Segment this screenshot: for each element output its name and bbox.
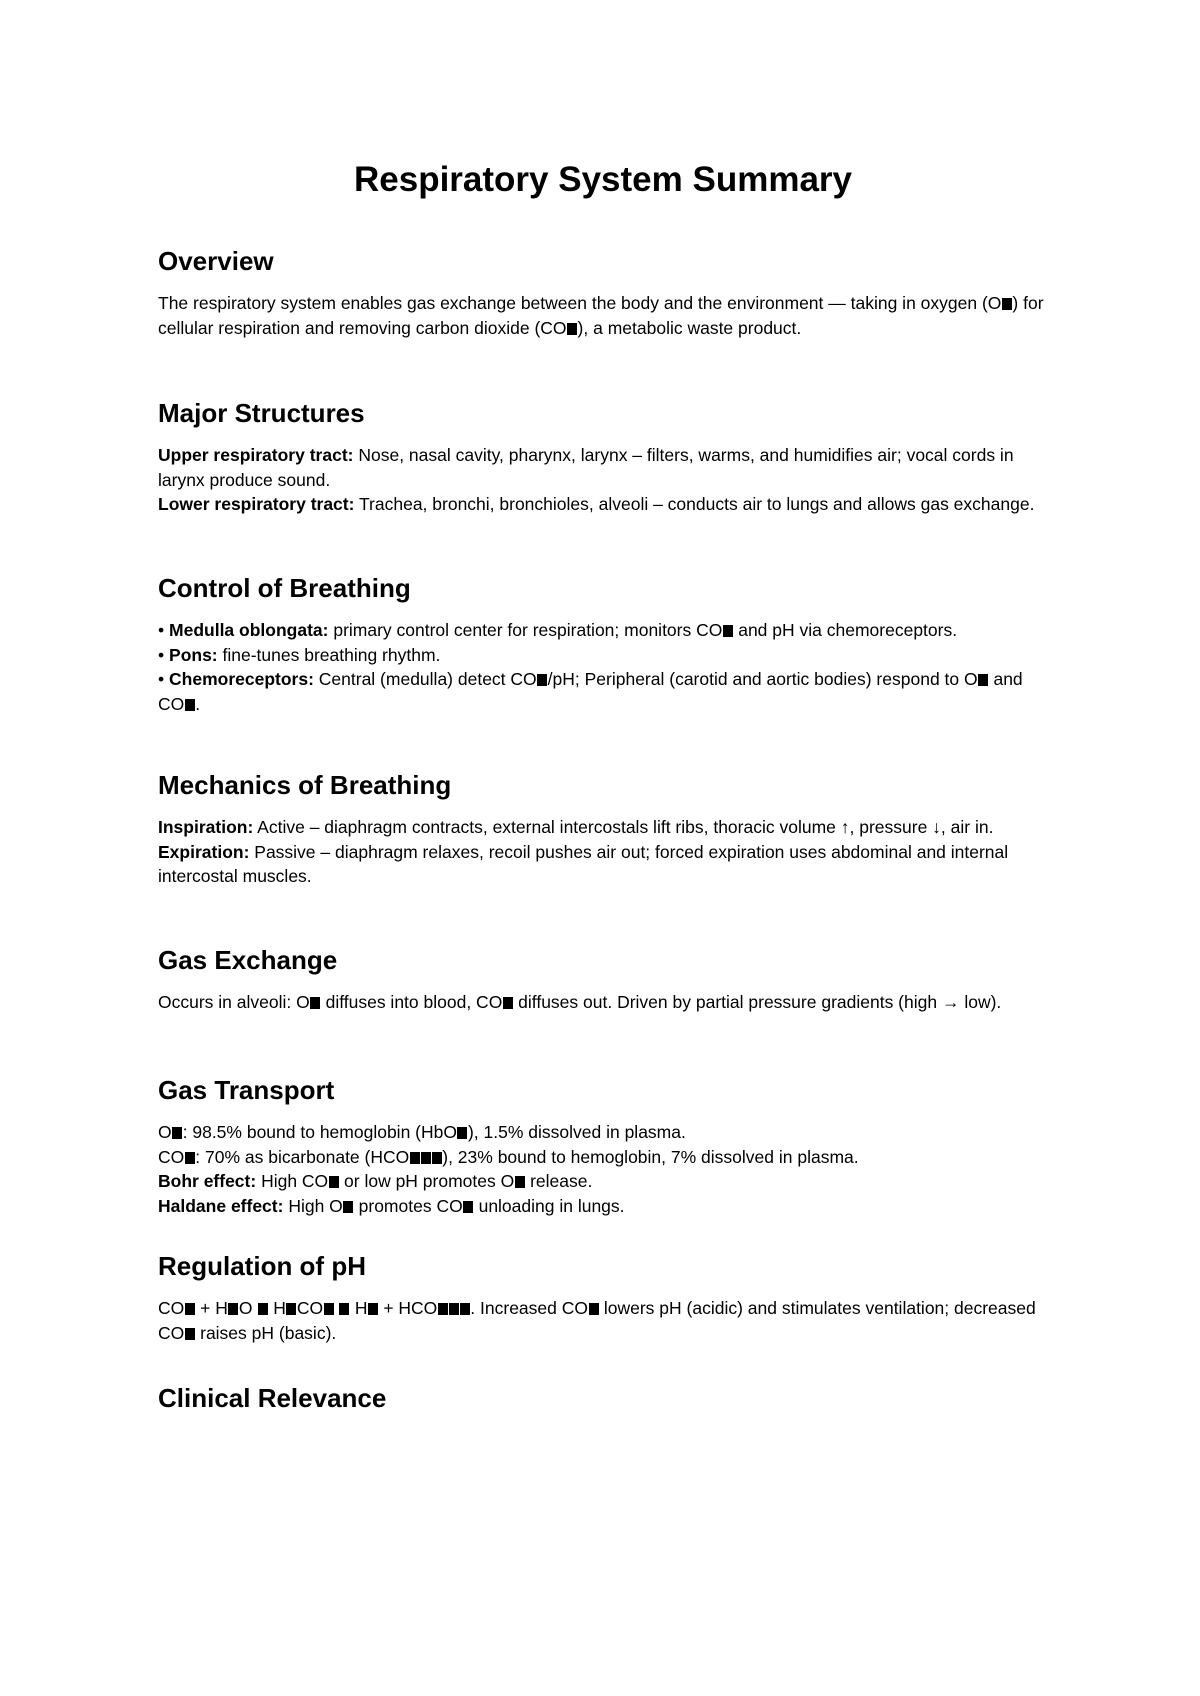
expiration-line: Expiration: Passive – diaphragm relaxes, recoil pushes air out; forced expiration uses abdominal and internal intercostal muscles. <box>158 841 1009 886</box>
missing-glyph-icon <box>515 1176 525 1188</box>
section-heading-clinical: Clinical Relevance <box>158 1383 387 1413</box>
lower-tract-line: Lower respiratory tract: Trachea, bronchi, bronchioles, alveoli – conducts air to lungs and allows gas exchange. <box>158 494 1035 514</box>
missing-glyph-icon <box>567 323 577 335</box>
section-regulation-of-ph <box>158 1250 1048 1345</box>
missing-glyph-icon <box>978 674 988 686</box>
section-heading-ph: Regulation of pH <box>158 1251 366 1281</box>
section-heading-overview: Overview <box>158 246 274 276</box>
missing-glyph-icon <box>324 1303 334 1315</box>
section-heading-control: Control of Breathing <box>158 573 411 603</box>
missing-glyph-icon <box>460 1303 470 1315</box>
missing-glyph-icon <box>185 1328 195 1340</box>
section-overview <box>158 245 1048 340</box>
ph-paragraph: CO + H O H CO H + HCO . Increased CO lowers pH (acidic) and stimulates ventilation; decreased CO raises pH (basic). <box>158 1298 1036 1343</box>
upper-tract-line: Upper respiratory tract: Nose, nasal cavity, pharynx, larynx – filters, warms, and humidifies air; vocal cords in larynx produce sound. <box>158 445 1014 490</box>
structures-body <box>158 443 1048 517</box>
missing-glyph-icon <box>310 997 320 1009</box>
missing-glyph-icon <box>339 1303 349 1315</box>
section-heading-gas-transport: Gas Transport <box>158 1075 335 1105</box>
section-control-of-breathing <box>158 572 1048 716</box>
missing-glyph-icon <box>723 625 733 637</box>
o2-transport-line: O : 98.5% bound to hemoglobin (HbO ), 1.5% dissolved in plasma. <box>158 1122 686 1142</box>
list-item: • Medulla oblongata: primary control center for respiration; monitors CO and pH via chemoreceptors. <box>158 620 958 640</box>
inspiration-line: Inspiration: Active – diaphragm contracts, external intercostals lift ribs, thoracic volume ↑, pressure ↓, air in. <box>158 817 994 837</box>
overview-paragraph: The respiratory system enables gas exchange between the body and the environment — taking in oxygen (O ) for cellular respiration and removing carbon dioxide (CO ), a metabolic waste product. <box>158 293 1044 338</box>
missing-glyph-icon <box>463 1201 473 1213</box>
missing-glyph-icon <box>172 1127 182 1139</box>
missing-glyph-icon <box>457 1127 467 1139</box>
missing-glyph-icon <box>503 997 513 1009</box>
missing-glyph-icon <box>1002 298 1012 310</box>
section-heading-major-structures: Major Structures <box>158 398 365 428</box>
gas-exchange-paragraph: Occurs in alveoli: O diffuses into blood, CO diffuses out. Driven by partial pressure gradients (high → low). <box>158 992 1002 1012</box>
mechanics-body <box>158 815 1048 889</box>
missing-glyph-icon <box>438 1303 448 1315</box>
document-title: Respiratory System Summary <box>354 160 852 199</box>
section-heading-mechanics: Mechanics of Breathing <box>158 770 452 800</box>
haldane-effect-line: Haldane effect: High O promotes CO unloading in lungs. <box>158 1195 625 1216</box>
missing-glyph-icon <box>537 674 547 686</box>
list-item: • Pons: fine-tunes breathing rhythm. <box>158 644 441 665</box>
list-item: • Chemoreceptors: Central (medulla) detect CO /pH; Peripheral (carotid and aortic bodies) respond to O and CO . <box>158 669 1023 714</box>
missing-glyph-icon <box>185 1303 195 1315</box>
section-major-structures <box>158 397 1048 517</box>
missing-glyph-icon <box>421 1152 431 1164</box>
missing-glyph-icon <box>343 1201 353 1213</box>
section-gas-exchange <box>158 944 1048 1015</box>
missing-glyph-icon <box>228 1303 238 1315</box>
missing-glyph-icon <box>449 1303 459 1315</box>
missing-glyph-icon <box>258 1303 268 1315</box>
co2-transport-line: CO : 70% as bicarbonate (HCO ), 23% bound to hemoglobin, 7% dissolved in plasma. <box>158 1146 859 1167</box>
missing-glyph-icon <box>185 699 195 711</box>
missing-glyph-icon <box>286 1303 296 1315</box>
missing-glyph-icon <box>329 1176 339 1188</box>
section-gas-transport <box>158 1074 1048 1218</box>
gas-transport-body <box>158 1120 1048 1218</box>
section-clinical-relevance <box>158 1382 1048 1414</box>
missing-glyph-icon <box>432 1152 442 1164</box>
section-mechanics-of-breathing <box>158 769 1048 889</box>
missing-glyph-icon <box>410 1152 420 1164</box>
control-body <box>158 618 1048 716</box>
bohr-effect-line: Bohr effect: High CO or low pH promotes O release. <box>158 1171 593 1191</box>
missing-glyph-icon <box>185 1152 195 1164</box>
section-heading-gas-exchange: Gas Exchange <box>158 945 338 975</box>
missing-glyph-icon <box>368 1303 378 1315</box>
missing-glyph-icon <box>589 1303 599 1315</box>
